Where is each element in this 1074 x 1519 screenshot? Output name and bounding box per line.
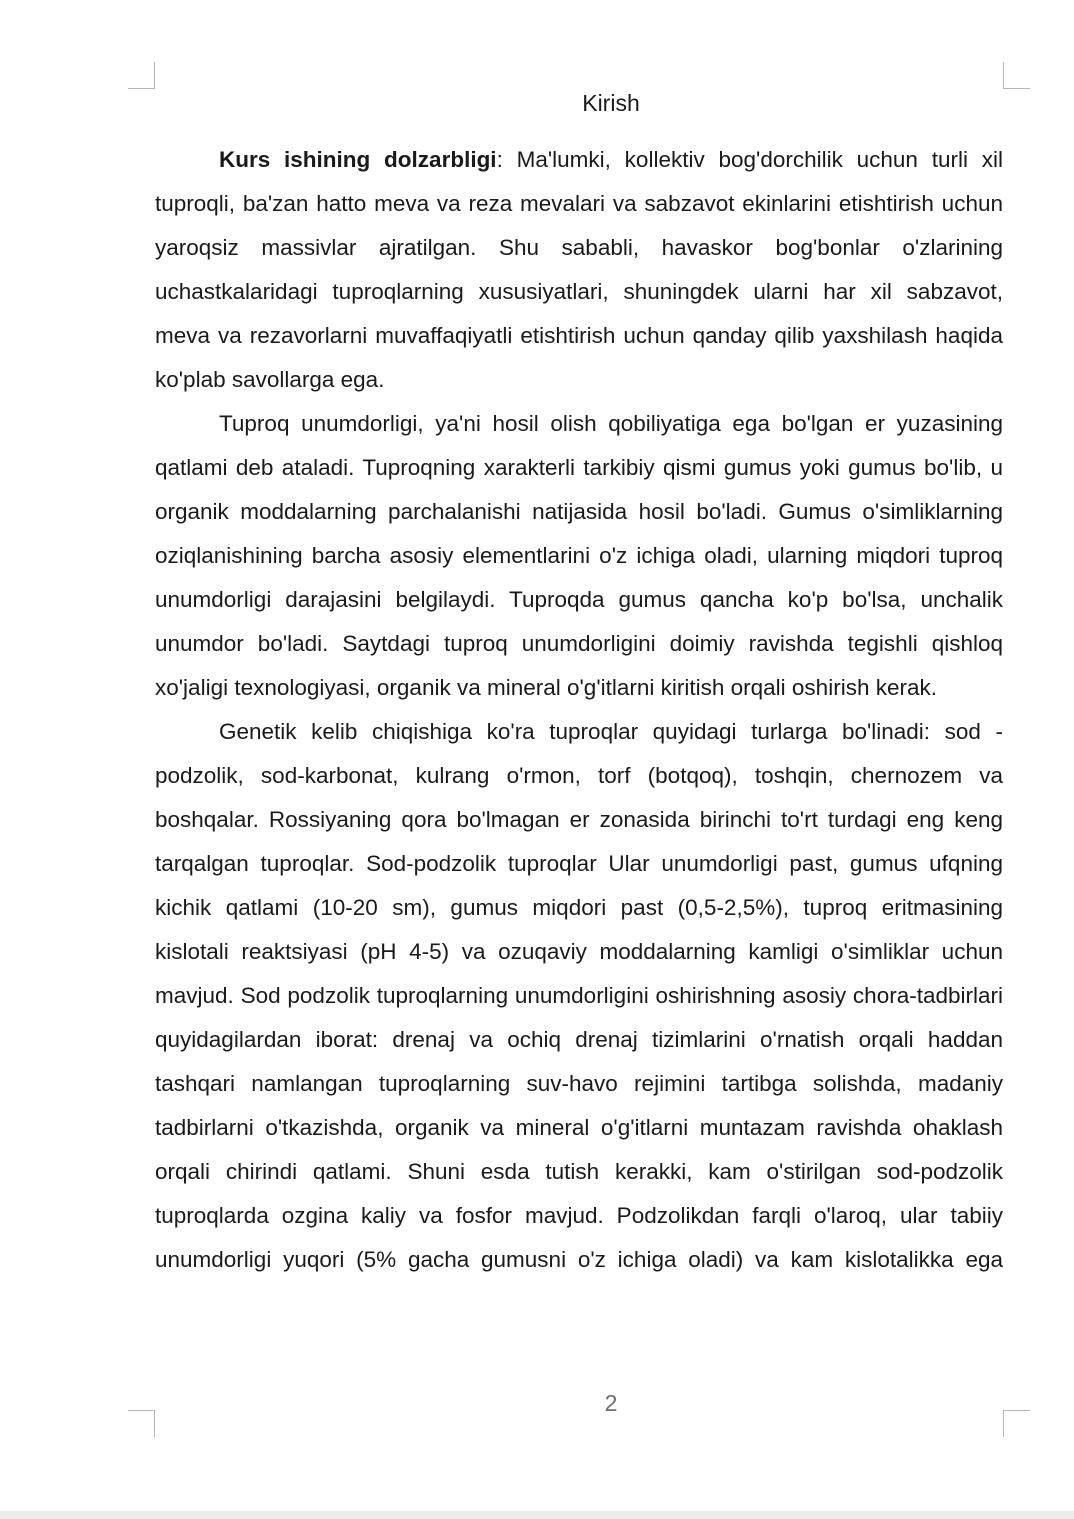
page-number: 2 — [604, 1390, 618, 1416]
paragraph-lead-bold: Kurs ishining dolzarbligi — [219, 147, 497, 172]
margin-corner-top-right — [1003, 62, 1030, 89]
viewer-background-strip — [0, 1511, 1074, 1519]
section-title: Kirish — [582, 90, 640, 116]
document-body — [155, 138, 1003, 1282]
paragraph-soil-types: Genetik kelib chiqishiga ko'ra tuproqlar quyidagi turlarga bo'linadi: sod -podzolik, sod-karbonat, kulrang o'rmon, torf (botqoq), toshqin, chernozem va boshqalar. Rossiyaning qora bo'lmagan er zonasida birinchi to'rt turdagi eng keng tarqalgan tuproqlar. Sod-podzolik tuproqlar Ular unumdorligi past, gumus ufqning kichik qatlami (10-20 sm), gumus miqdori past (0,5-2,5%), tuproq eritmasining kislotali reaktsiyasi (pH 4-5) va ozuqaviy moddalarning kamligi o'simliklar uchun mavjud. Sod podzolik tuproqlarning unumdorligini oshirishning asosiy chora-tadbirlari quyidagilardan iborat: drenaj va ochiq drenaj tizimlarini o'rnatish orqali haddan tashqari namlangan tuproqlarning suv-havo rejimini tartibga solishda, madaniy tadbirlarni o'tkazishda, organik va mineral o'g'itlarni muntazam ravishda ohaklash orqali chirindi qatlami. Shuni esda tutish kerakki, kam o'stirilgan sod-podzolik tuproqlarda ozgina kaliy va fosfor mavjud. Podzolikdan farqli o'laroq, ular tabiiy unumdorligi yuqori (5% gacha gumusni o'z ichiga oladi) va kam kislotalikka ega — [155, 719, 1003, 1272]
paragraph-relevance — [155, 138, 1003, 402]
paragraph-text: : Ma'lumki, kollektiv bog'dorchilik uchun turli xil tuproqli, ba'zan hatto meva va reza mevalari va sabzavot ekinlarini etishtirish uchun yaroqsiz massivlar ajratilgan. Shu sababli, havaskor bog'bonlar o'zlarining uchastkalaridagi tuproqlarning xususiyatlari, shuningdek ularni har xil sabzavot, meva va rezavorlarni muvaffaqiyatli etishtirish uchun qanday qilib yaxshilash haqida ko'plab savollarga ega. — [155, 147, 1003, 392]
paragraph-soil-fertility: Tuproq unumdorligi, ya'ni hosil olish qobiliyatiga ega bo'lgan er yuzasining qatlami deb ataladi. Tuproqning xarakterli tarkibiy qismi gumus yoki gumus bo'lib, u organik moddalarning parchalanishi natijasida hosil bo'ladi. Gumus o'simliklarning oziqlanishining barcha asosiy elementlarini o'z ichiga oladi, ularning miqdori tuproq unumdorligi darajasini belgilaydi. Tuproqda gumus qancha ko'p bo'lsa, unchalik unumdor bo'ladi. Saytdagi tuproq unumdorligini doimiy ravishda tegishli qishloq xo'jaligi texnologiyasi, organik va mineral o'g'itlarni kiritish orqali oshirish kerak. — [155, 411, 1003, 700]
margin-corner-top-left — [128, 62, 155, 89]
